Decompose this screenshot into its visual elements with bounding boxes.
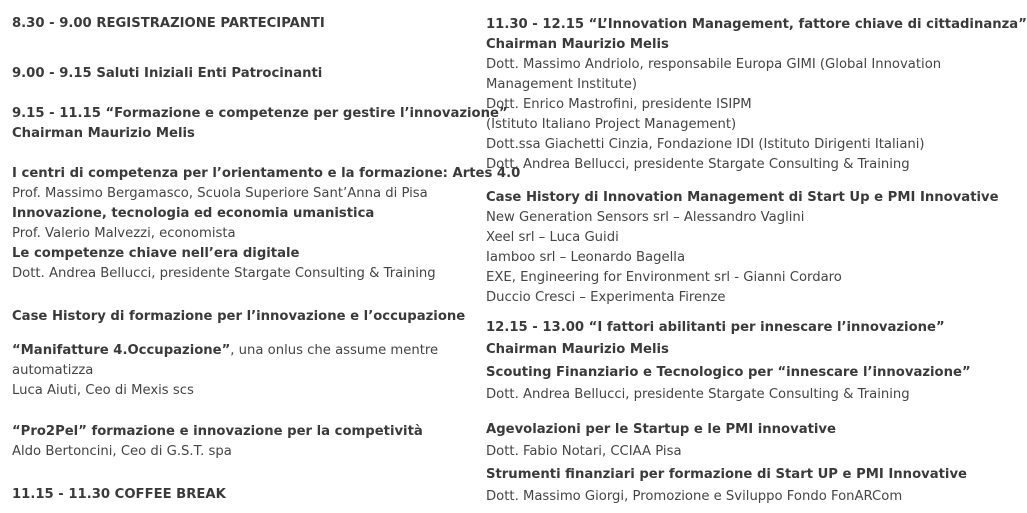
session-title-formazione: 9.15 - 11.15 “Formazione e competenze per gestire l’innovazione” (12, 106, 508, 121)
speaker-mastrofini-cont: (Istituto Italiano Project Management) (486, 117, 737, 132)
case-manifatture (12, 341, 438, 361)
case-iamboo: Iamboo srl – Leonardo Bagella (486, 250, 686, 265)
case-pro2pel: “Pro2Pel” formazione e innovazione per la competività (12, 424, 423, 439)
talk-title-innovazione-tecnologia: Innovazione, tecnologia ed economia umanistica (12, 206, 375, 221)
case-xeel: Xeel srl – Luca Guidi (486, 230, 619, 245)
case-manifatture-desc-cont: automatizza (12, 363, 94, 378)
speaker-giachetti: Dott.ssa Giachetti Cinzia, Fondazione IDI (Istituto Dirigenti Italiani) (486, 137, 925, 152)
speaker-bertoncini: Aldo Bertoncini, Ceo di G.S.T. spa (12, 444, 232, 459)
case-exe: EXE, Engineering for Environment srl - Gianni Cordaro (486, 270, 842, 285)
speaker-bellucci-2: Dott. Andrea Bellucci, presidente Stargate Consulting & Training (486, 157, 910, 172)
speaker-bergamasco: Prof. Massimo Bergamasco, Scuola Superiore Sant’Anna di Pisa (12, 186, 428, 201)
speaker-andriolo-cont: Management Institute) (486, 77, 637, 92)
talk-title-strumenti-finanziari: Strumenti finanziari per formazione di Start UP e PMI Innovative (486, 467, 967, 482)
talk-title-agevolazioni: Agevolazioni per le Startup e le PMI innovative (486, 422, 836, 437)
session-chairman: Chairman Maurizio Melis (12, 126, 195, 141)
agenda-registration: 8.30 - 9.00 REGISTRAZIONE PARTECIPANTI (12, 16, 325, 31)
speaker-mastrofini: Dott. Enrico Mastrofini, presidente ISIPM (486, 97, 752, 112)
agenda-welcome: 9.00 - 9.15 Saluti Iniziali Enti Patrocinanti (12, 66, 323, 81)
speaker-aiuti: Luca Aiuti, Ceo di Mexis scs (12, 383, 194, 398)
talk-title-centri-competenza: I centri di competenza per l’orientamento e la formazione: Artes 4.0 (12, 166, 521, 181)
session-chairman-2: Chairman Maurizio Melis (486, 37, 669, 52)
session-title-fattori-abilitanti: 12.15 - 13.00 “I fattori abilitanti per innescare l’innovazione” (486, 320, 945, 335)
talk-title-scouting: Scouting Finanziario e Tecnologico per “innescare l’innovazione” (486, 365, 971, 380)
speaker-bellucci-3: Dott. Andrea Bellucci, presidente Stargate Consulting & Training (486, 387, 910, 402)
session-chairman-3: Chairman Maurizio Melis (486, 342, 669, 357)
case-history-title-startup: Case History di Innovation Management di Start Up e PMI Innovative (486, 190, 999, 205)
case-history-title-formazione: Case History di formazione per l’innovazione e l’occupazione (12, 309, 466, 324)
agenda-right-column (486, 0, 1027, 513)
session-title-innovation-management: 11.30 - 12.15 “L’Innovation Management, fattore chiave di cittadinanza” (486, 17, 1027, 32)
speaker-giorgi: Dott. Massimo Giorgi, Promozione e Sviluppo Fondo FonARCom (486, 489, 903, 504)
speaker-malvezzi: Prof. Valerio Malvezzi, economista (12, 226, 236, 241)
speaker-andriolo: Dott. Massimo Andriolo, responsabile Europa GIMI (Global Innovation (486, 57, 942, 72)
case-manifatture-name: “Manifatture 4.Occupazione” (12, 343, 231, 358)
case-experimenta: Duccio Cresci – Experimenta Firenze (486, 290, 726, 305)
case-new-generation-sensors: New Generation Sensors srl – Alessandro Vaglini (486, 210, 805, 225)
case-manifatture-desc: , una onlus che assume mentre (230, 343, 439, 358)
speaker-notari: Dott. Fabio Notari, CCIAA Pisa (486, 444, 682, 459)
talk-title-competenze-chiave: Le competenze chiave nell’era digitale (12, 246, 300, 261)
agenda-left-column (12, 0, 521, 513)
speaker-bellucci: Dott. Andrea Bellucci, presidente Stargate Consulting & Training (12, 266, 436, 281)
agenda-coffee-break: 11.15 - 11.30 COFFEE BREAK (12, 487, 226, 502)
